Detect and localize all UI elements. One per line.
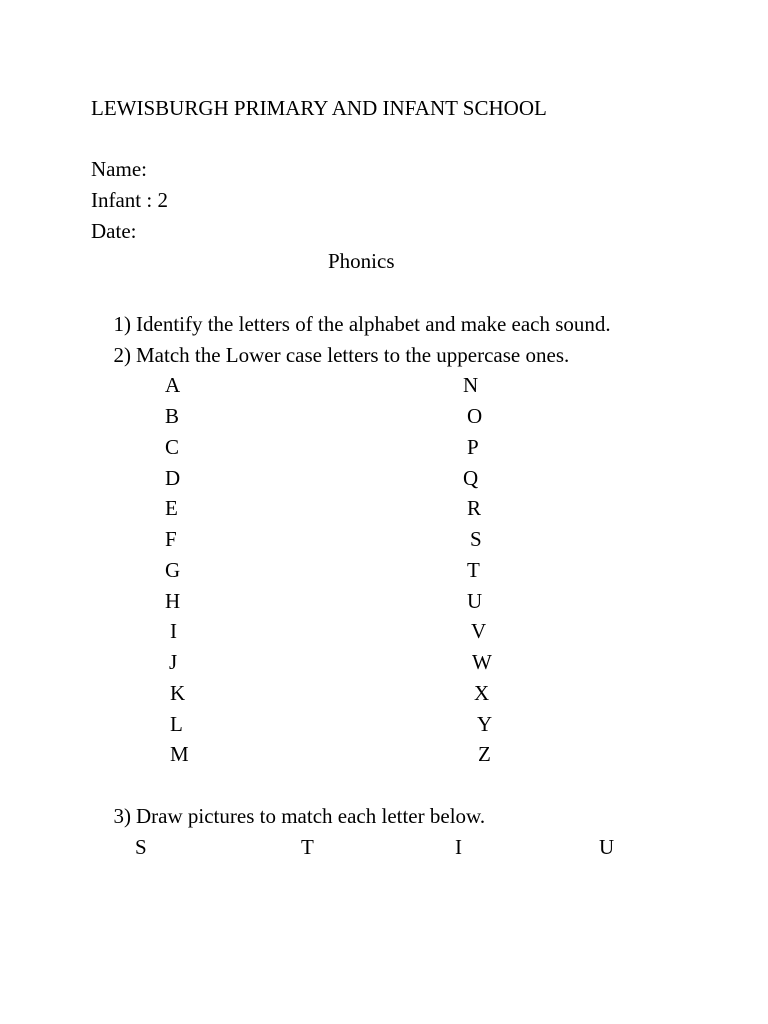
left-letter: H xyxy=(165,589,181,613)
right-letter: R xyxy=(467,496,482,520)
right-letter: W xyxy=(472,650,492,674)
right-letter: V xyxy=(471,619,487,643)
right-letter: N xyxy=(463,373,479,397)
question-1-number: 1) xyxy=(113,312,131,336)
right-letter: Q xyxy=(463,466,479,490)
picture-letter: I xyxy=(455,835,462,859)
left-letter: A xyxy=(165,373,181,397)
left-letter: E xyxy=(165,496,178,520)
left-letter: I xyxy=(170,619,177,643)
right-letter: U xyxy=(467,589,483,613)
right-letter: T xyxy=(467,558,480,582)
question-2-text: Match the Lower case letters to the uppercase ones. xyxy=(136,343,570,367)
right-letter: P xyxy=(467,435,479,459)
right-letter: S xyxy=(470,527,482,551)
left-letter: F xyxy=(165,527,177,551)
picture-letter: T xyxy=(301,835,314,859)
right-letter: Y xyxy=(477,712,493,736)
right-letter: X xyxy=(474,681,490,705)
right-letter: O xyxy=(467,404,483,428)
right-letter: Z xyxy=(478,742,491,766)
left-letter: G xyxy=(165,558,181,582)
question-3-text: Draw pictures to match each letter below. xyxy=(136,804,486,828)
class-field-label: Infant : 2 xyxy=(91,188,168,212)
left-letter: D xyxy=(165,466,181,490)
left-letter: J xyxy=(169,650,178,674)
left-letter: C xyxy=(165,435,180,459)
picture-letter: U xyxy=(599,835,615,859)
picture-letter: S xyxy=(135,835,147,859)
left-letter: L xyxy=(170,712,183,736)
left-letter: B xyxy=(165,404,180,428)
date-field-label: Date: xyxy=(91,219,137,243)
question-1-text: Identify the letters of the alphabet and make each sound. xyxy=(136,312,611,336)
subject-title: Phonics xyxy=(328,249,395,273)
school-name: LEWISBURGH PRIMARY AND INFANT SCHOOL xyxy=(91,96,547,120)
left-letter: K xyxy=(170,681,186,705)
question-2-number: 2) xyxy=(113,343,131,367)
question-3-number: 3) xyxy=(113,804,131,828)
left-letter: M xyxy=(170,742,189,766)
name-field-label: Name: xyxy=(91,157,147,181)
